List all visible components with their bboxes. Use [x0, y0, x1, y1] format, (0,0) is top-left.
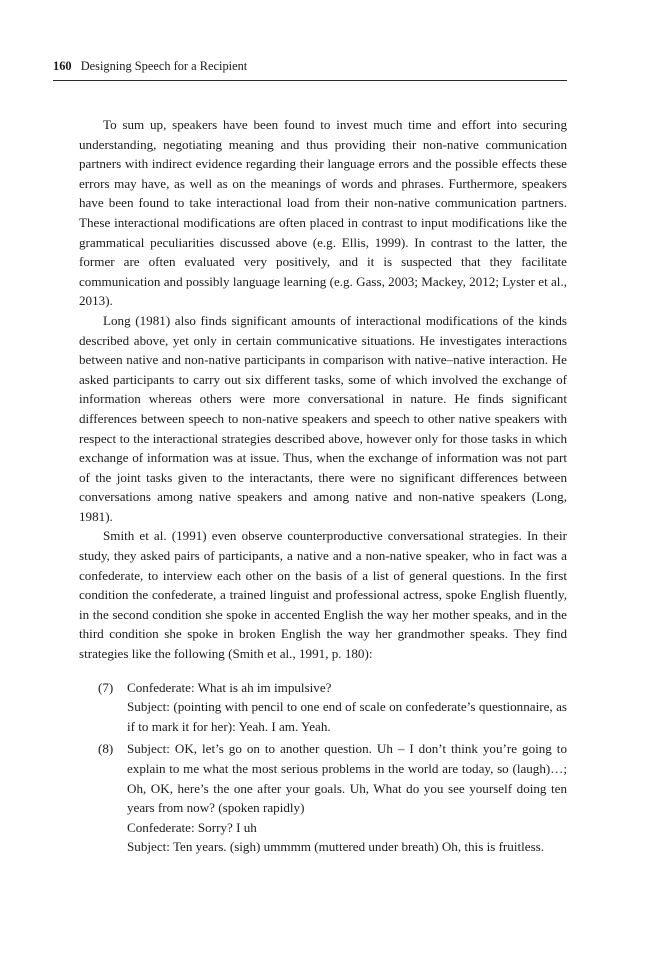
example-number: (8) — [98, 741, 114, 757]
example-8 — [79, 739, 567, 857]
paragraph: To sum up, speakers have been found to invest much time and effort into securing understanding, negotiating meaning and thus providing their non-native communication partners with indirect evidence regarding their language errors and the possible effects these errors may have, as well as on the meanings of words and phrases. Furthermore, speakers have been found to take interactional load from their non-native communication partners. These interactional modifications are often placed in contrast to input modifications like the grammatical peculiarities discussed above (e.g. Ellis, 1999). In contrast to the latter, the former are often evaluated very positively, and it is suspected that they facilitate communication and possibly language learning (e.g. Gass, 2003; Mackey, 2012; Lyster et al., 2013). — [79, 117, 567, 309]
example-number: (7) — [98, 679, 114, 695]
running-header — [53, 56, 567, 81]
paragraph: Smith et al. (1991) even observe counterproductive conversational strategies. In their study, they asked pairs of participants, a native and a non-native speaker, who in fact was a confederate, to interview each other on the basis of a list of general questions. In the first condition the confederate, a trained linguist and professional actress, spoke English fluently, in the second condition she spoke in accented English the way her mother speaks, and in the third condition she spoke in broken English the way her grandmother speaks. They find strategies like the following (Smith et al., 1991, p. 180): — [79, 528, 567, 662]
examples-list — [79, 678, 567, 857]
example-line: Confederate: Sorry? I uh — [127, 819, 257, 835]
example-7 — [79, 678, 567, 737]
example-line: Confederate: What is ah im impulsive? — [127, 679, 332, 695]
paragraph: Long (1981) also finds significant amounts of interactional modifications of the kinds described above, yet only in certain communicative situations. He investigates interactions between native and non-native participants in comparison with native–native interaction. He asked participants to carry out six different tasks, some of which involved the exchange of information whereas others were more conversational in nature. He finds significant differences between speech to non-native speakers and speech to other native speakers with respect to the interactional strategies described above, however only for those tasks in which exchange of information was at issue. Thus, when the exchange of information was not part of the joint tasks given to the interactants, there were no significant differences between conversations among native speakers and among native and non-native speakers (Long, 1981). — [79, 312, 567, 524]
running-title: Designing Speech for a Recipient — [80, 59, 248, 73]
example-line: Subject: OK, let’s go on to another question. Uh – I don’t think you’re going to explain to me what the most serious problems in the world are today, so (laugh)…; Oh, OK, here’s the one after your goals. Uh, What do you see yourself doing ten years from now? (spoken rapidly) — [127, 741, 567, 816]
page-number: 160 — [53, 59, 72, 73]
example-line: Subject: Ten years. (sigh) ummmm (muttered under breath) Oh, this is fruitless. — [127, 839, 545, 855]
example-lines — [127, 678, 567, 737]
example-line: Subject: (pointing with pencil to one end of scale on confederate’s questionnaire, as if to mark it for her): Yeah. I am. Yeah. — [127, 699, 567, 734]
example-lines — [127, 739, 567, 857]
body-text — [79, 115, 567, 860]
